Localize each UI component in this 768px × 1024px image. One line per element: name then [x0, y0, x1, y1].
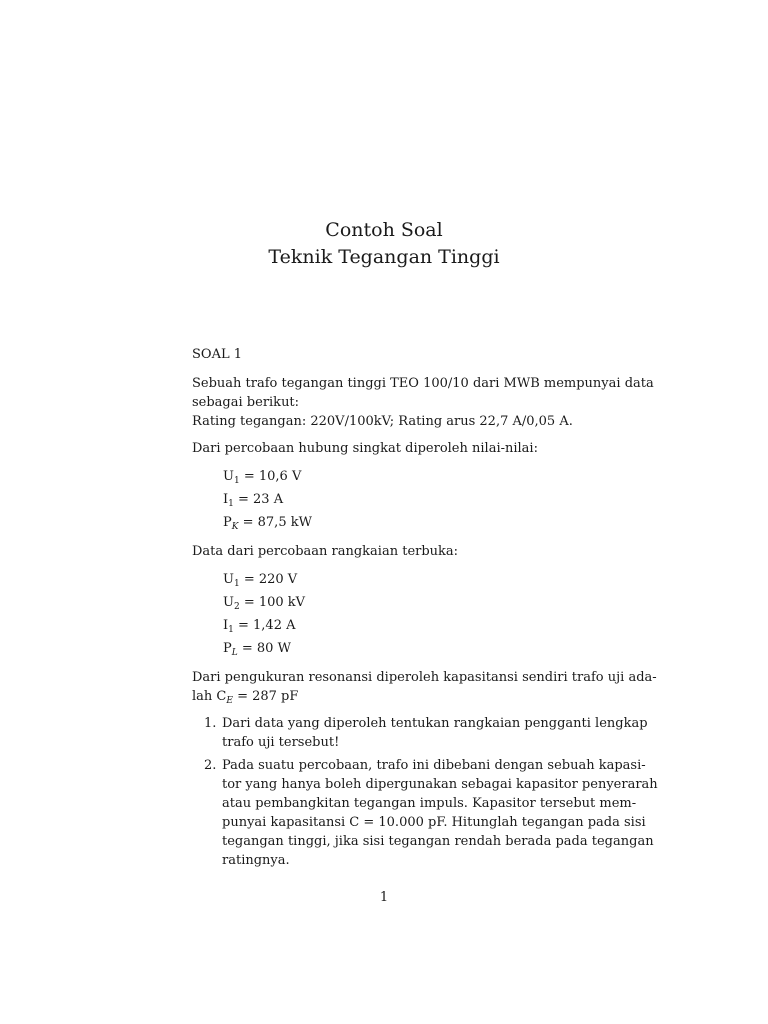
resonance-paragraph	[192, 668, 657, 706]
value-row: $U_1 = 10,6$ V	[223, 469, 302, 486]
document-title	[0, 217, 768, 271]
intro-paragraph	[192, 374, 654, 431]
intro-line-2: sebagai berikut:	[192, 395, 300, 410]
value-row: $U_1 = 220$ V	[223, 572, 298, 589]
resonance-line-1: Dari pengukuran resonansi diperoleh kapasitansi sendiri trafo uji ada-	[192, 670, 657, 685]
question-number: 1.	[204, 716, 217, 731]
section-heading: SOAL 1	[192, 347, 242, 362]
question-line: Pada suatu percobaan, trafo ini dibebani dengan sebuah kapasi-	[222, 758, 646, 773]
value-row: $P_K = 87,5$ kW	[223, 515, 312, 532]
value-row: $U_2 = 100$ kV	[223, 595, 306, 612]
short-circuit-heading: Dari percobaan hubung singkat diperoleh nilai-nilai:	[192, 441, 538, 456]
question-item	[204, 714, 648, 752]
short-circuit-values	[223, 467, 312, 536]
question-item	[204, 756, 658, 870]
value-row: $I_1 = 23$ A	[223, 492, 284, 509]
value-row: $I_1 = 1,42$ A	[223, 618, 296, 635]
page-number: 1	[379, 890, 389, 905]
question-line: tegangan tinggi, jika sisi tegangan rendah berada pada tegangan	[222, 834, 654, 849]
title-line-1: Contoh Soal	[325, 219, 443, 241]
question-line: atau pembangkitan tegangan impuls. Kapasitor tersebut mem-	[222, 796, 637, 811]
value-row: $P_L = 80$ W	[223, 641, 291, 658]
resonance-line-2: lah $C_E = 287$ pF	[192, 689, 299, 706]
question-number: 2.	[204, 758, 217, 773]
open-circuit-values	[223, 570, 305, 662]
question-line: ratingnya.	[222, 853, 290, 868]
question-line: Dari data yang diperoleh tentukan rangkaian pengganti lengkap	[222, 716, 648, 731]
question-line: tor yang hanya boleh dipergunakan sebagai kapasitor penyerarah	[222, 777, 658, 792]
intro-line-3: Rating tegangan: 220V/100kV; Rating arus 22,7 A/0,05 A.	[192, 414, 573, 429]
intro-line-1: Sebuah trafo tegangan tinggi TEO 100/10 dari MWB mempunyai data	[192, 376, 654, 391]
title-line-2: Teknik Tegangan Tinggi	[268, 246, 500, 268]
question-line: punyai kapasitansi C = 10.000 pF. Hitunglah tegangan pada sisi	[222, 815, 646, 830]
question-line: trafo uji tersebut!	[222, 735, 340, 750]
open-circuit-heading: Data dari percobaan rangkaian terbuka:	[192, 544, 459, 559]
